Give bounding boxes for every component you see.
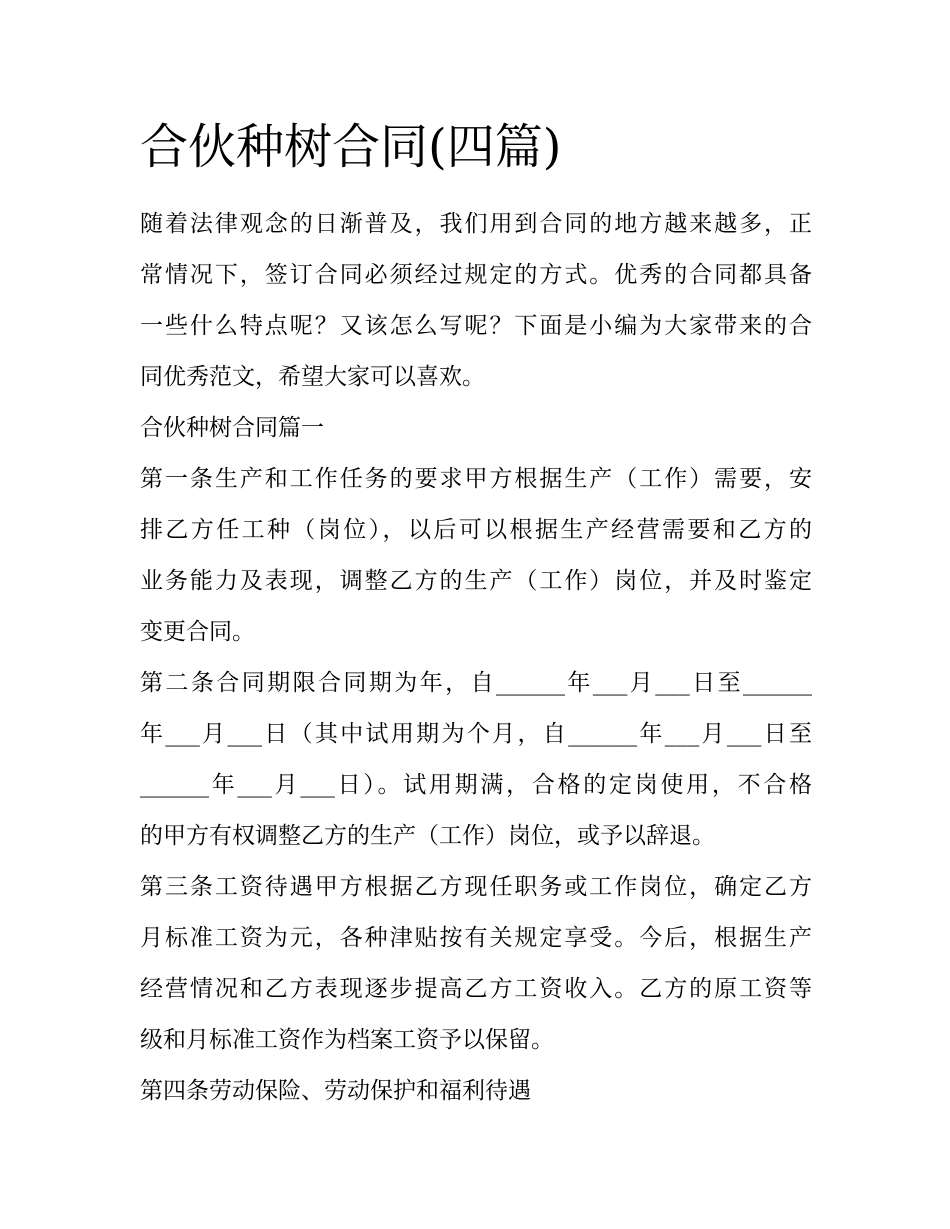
document-title: 合伙种树合同(四篇) xyxy=(140,119,562,175)
paragraph-line: 的甲方有权调整乙方的生产（工作）岗位，或予以辞退。 xyxy=(140,823,715,849)
paragraph-line: 第一条生产和工作任务的要求甲方根据生产（工作）需要，安 xyxy=(140,466,812,492)
paragraph-line: 业务能力及表现，调整乙方的生产（工作）岗位，并及时鉴定 xyxy=(140,568,812,594)
paragraph-line: 排乙方任工种（岗位），以后可以根据生产经营需要和乙方的 xyxy=(140,517,812,543)
paragraph-line: 第三条工资待遇甲方根据乙方现任职务或工作岗位，确定乙方 xyxy=(140,874,812,900)
paragraph-line: 第二条合同期限合同期为年，自______年___月___日至______ xyxy=(140,670,812,696)
document-body xyxy=(140,199,812,1117)
paragraph-line: 年___月___日（其中试用期为个月，自______年___月___日至 xyxy=(140,721,812,747)
paragraph-line: 经营情况和乙方表现逐步提高乙方工资收入。乙方的原工资等 xyxy=(140,976,812,1002)
paragraph-line: 一些什么特点呢？又该怎么写呢？下面是小编为大家带来的合 xyxy=(140,313,812,339)
paragraph-line: 常情况下，签订合同必须经过规定的方式。优秀的合同都具备 xyxy=(140,262,812,288)
paragraph-line: 变更合同。 xyxy=(140,619,255,645)
paragraph-line: 合伙种树合同篇一 xyxy=(140,415,324,441)
paragraph-line: 月标准工资为元，各种津贴按有关规定享受。今后，根据生产 xyxy=(140,925,812,951)
paragraph-line: 第四条劳动保险、劳动保护和福利待遇 xyxy=(140,1078,531,1104)
paragraph-line: ______年___月___日）。试用期满，合格的定岗使用，不合格 xyxy=(140,772,812,798)
paragraph-line: 级和月标准工资作为档案工资予以保留。 xyxy=(140,1027,554,1053)
paragraph-line: 随着法律观念的日渐普及，我们用到合同的地方越来越多，正 xyxy=(140,211,812,237)
paragraph-line: 同优秀范文，希望大家可以喜欢。 xyxy=(140,364,485,390)
